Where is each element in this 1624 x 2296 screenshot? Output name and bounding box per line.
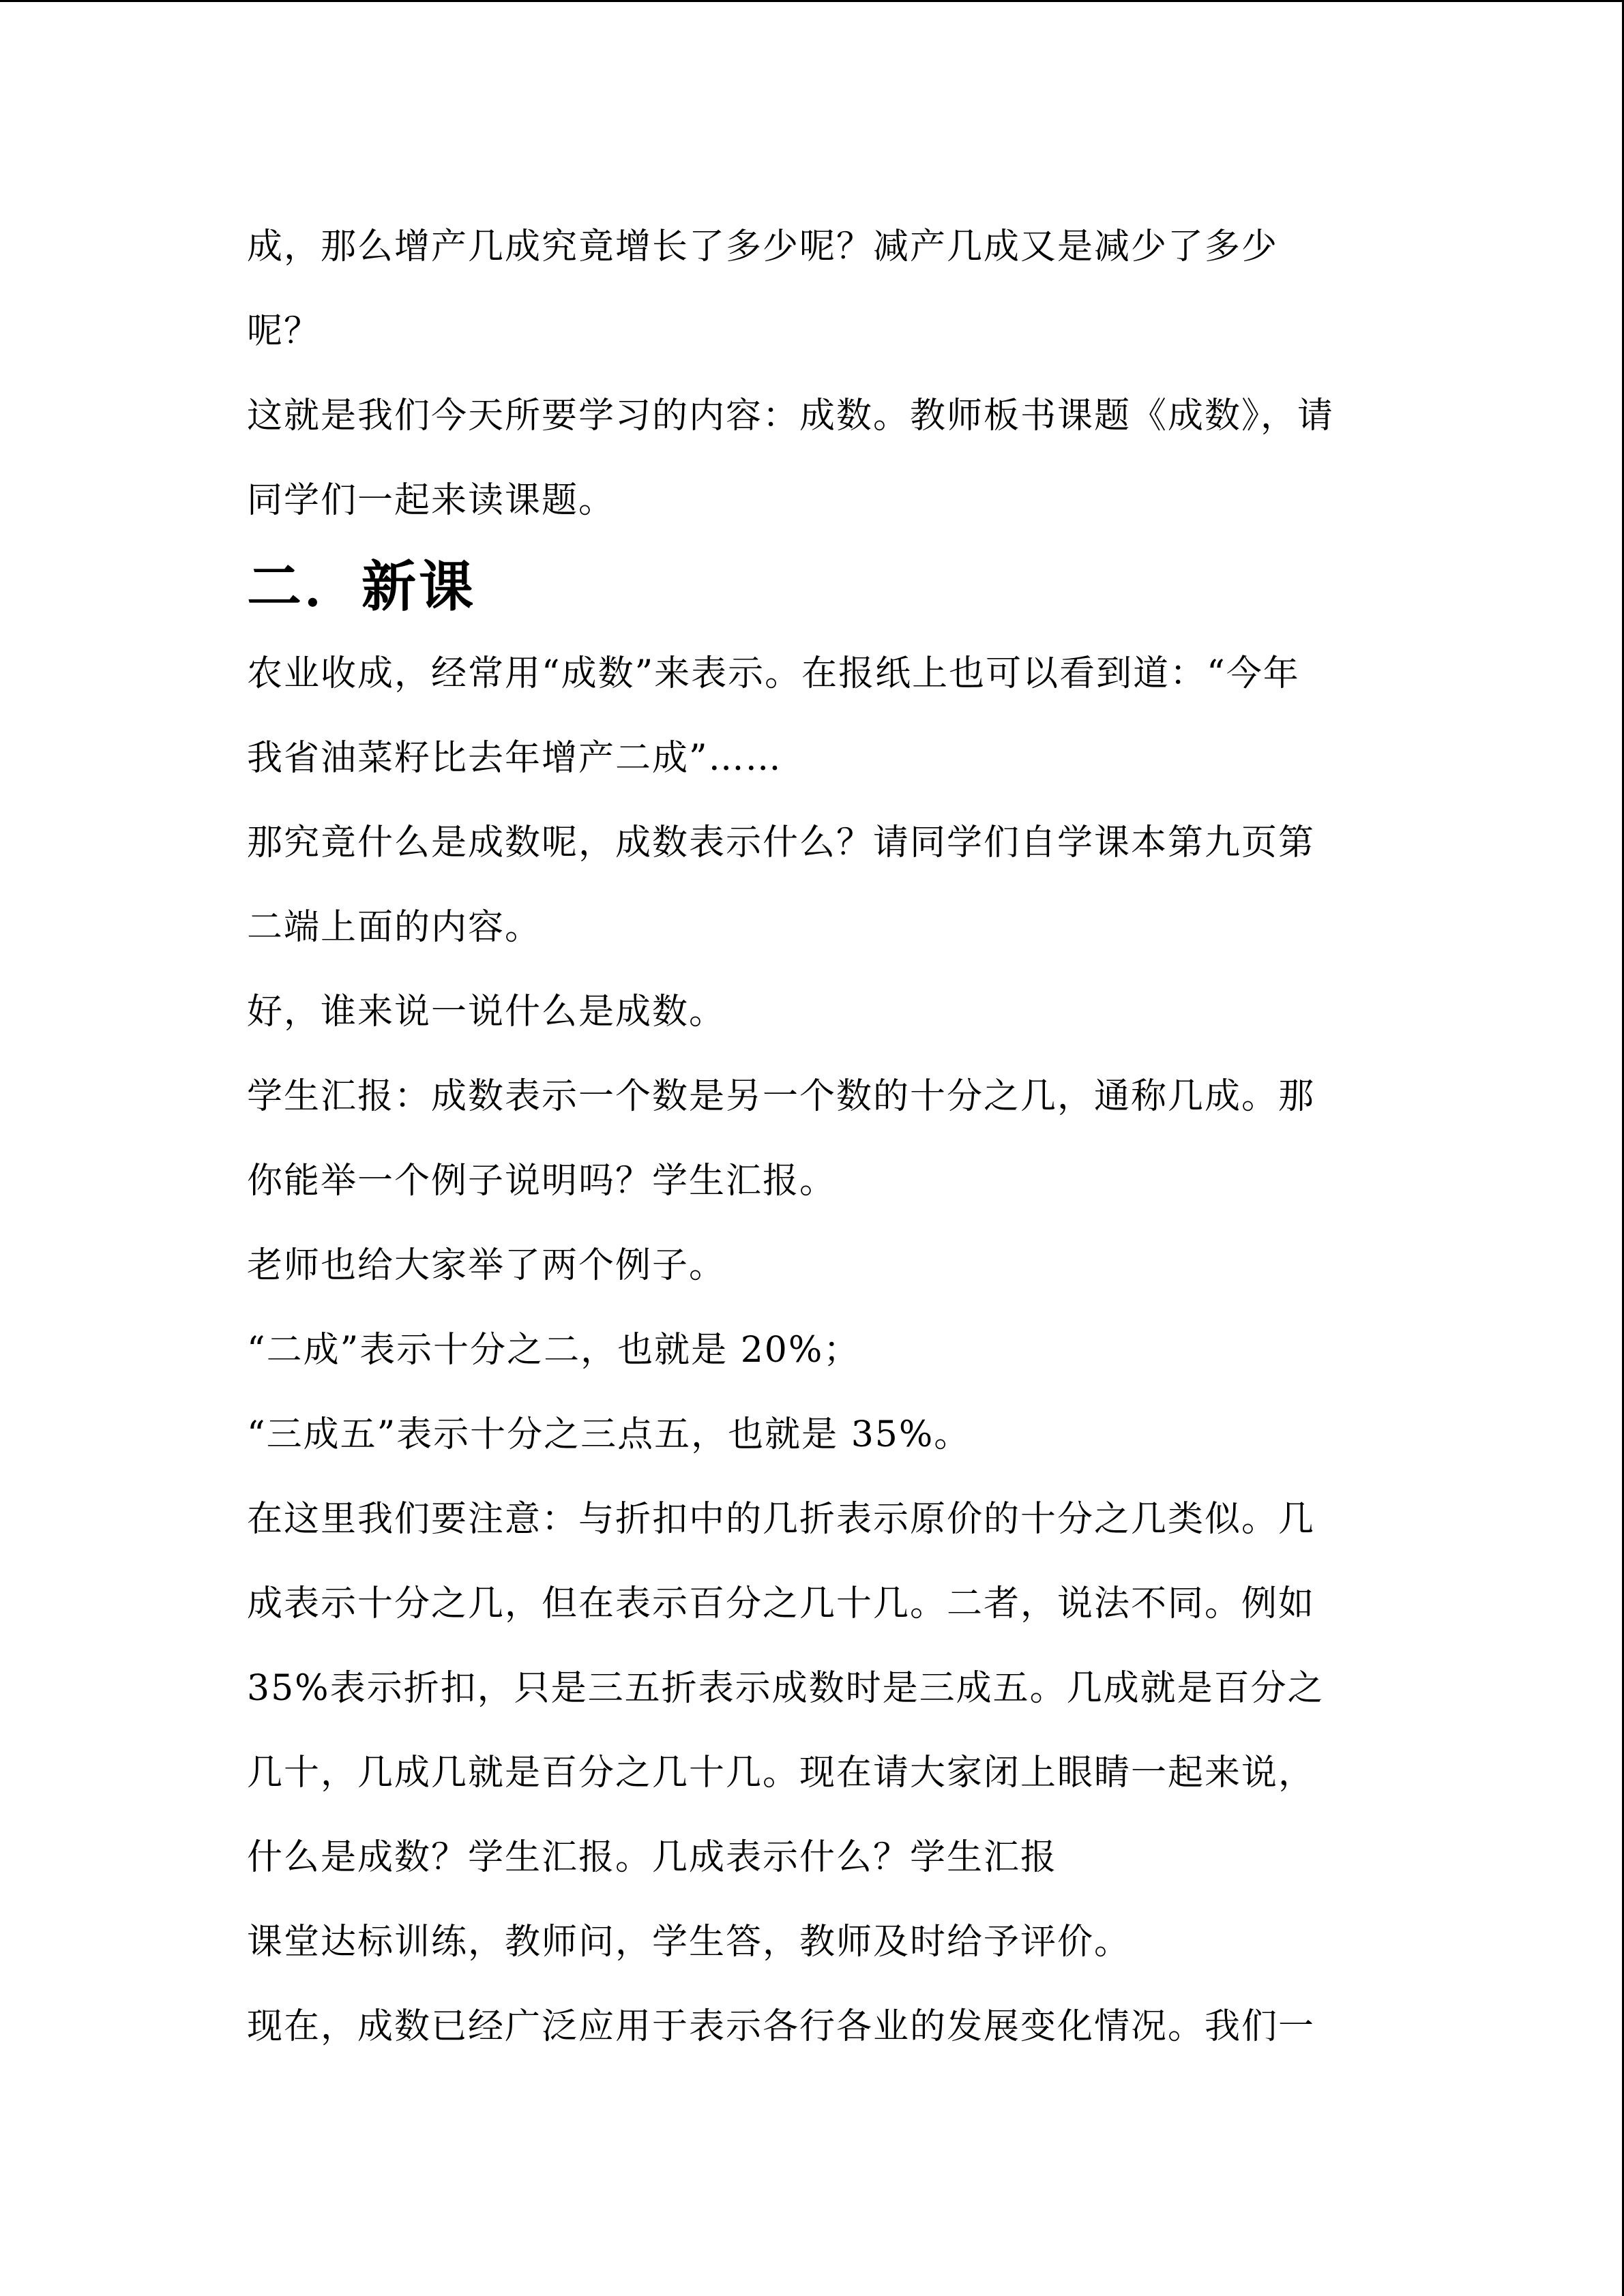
body-line: 老师也给大家举了两个例子。 xyxy=(247,1245,726,1286)
body-line: 你能举一个例子说明吗？学生汇报。 xyxy=(247,1161,837,1202)
body-line: 好，谁来说一说什么是成数。 xyxy=(247,992,726,1032)
page-top-border xyxy=(0,0,1624,2)
body-line: 学生汇报：成数表示一个数是另一个数的十分之几，通称几成。那 xyxy=(247,1076,1316,1117)
body-line: 成，那么增产几成究竟增长了多少呢？减产几成又是减少了多少 xyxy=(247,226,1279,267)
body-line: 农业收成，经常用“成数”来表示。在报纸上也可以看到道：“今年 xyxy=(247,653,1300,694)
body-line: 呢？ xyxy=(247,311,321,352)
body-line: 这就是我们今天所要学习的内容：成数。教师板书课题《成数》，请 xyxy=(247,396,1335,436)
body-line: 在这里我们要注意：与折扣中的几折表示原价的十分之几类似。几 xyxy=(247,1499,1316,1540)
section-heading: 二．新课 xyxy=(247,555,476,618)
body-line: 我省油菜籽比去年增产二成”…… xyxy=(247,738,782,779)
body-line: 什么是成数？学生汇报。几成表示什么？学生汇报 xyxy=(247,1837,1058,1878)
body-line: 35%表示折扣，只是三五折表示成数时是三成五。几成就是百分之 xyxy=(247,1668,1325,1709)
body-line: 现在，成数已经广泛应用于表示各行各业的发展变化情况。我们一 xyxy=(247,2006,1316,2047)
body-line: 那究竟什么是成数呢，成数表示什么？请同学们自学课本第九页第 xyxy=(247,822,1316,863)
body-line: “二成”表示十分之二，也就是 20%； xyxy=(247,1330,861,1371)
body-line: 同学们一起来读课题。 xyxy=(247,480,616,521)
body-line: “三成五”表示十分之三点五，也就是 35%。 xyxy=(247,1414,971,1455)
document-page xyxy=(247,205,1379,2069)
body-line: 几十，几成几就是百分之几十几。现在请大家闭上眼睛一起来说， xyxy=(247,1753,1316,1793)
body-line: 课堂达标训练，教师问，学生答，教师及时给予评价。 xyxy=(247,1922,1132,1963)
body-line: 成表示十分之几，但在表示百分之几十几。二者，说法不同。例如 xyxy=(247,1583,1316,1624)
body-line: 二端上面的内容。 xyxy=(247,907,542,948)
